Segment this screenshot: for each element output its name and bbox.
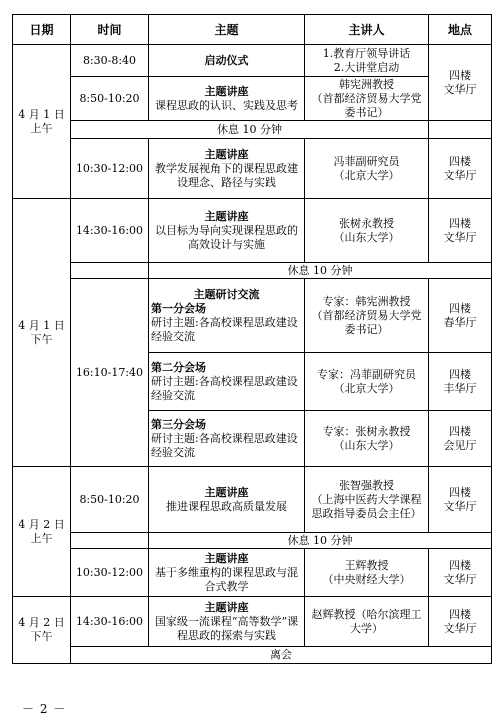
speaker-cell: 1.教育厅领导讲话 2.大讲堂启动 bbox=[305, 45, 429, 77]
topic-title: 主题讲座 bbox=[204, 209, 249, 223]
empty-cell bbox=[71, 263, 149, 279]
date-text: 4 月 2 日 下午 bbox=[18, 616, 65, 643]
header-time: 时间 bbox=[71, 15, 149, 45]
topic-body: 教学发展视角下的课程思政建设理念、路径与实践 bbox=[155, 161, 298, 189]
time-cell: 8:50-10:20 bbox=[71, 77, 149, 121]
topic-body: 研讨主题:各高校课程思政建设经验交流 bbox=[151, 431, 298, 459]
venue-cell: 四楼 丰华厅 bbox=[429, 353, 492, 411]
speaker-cell: 专家：韩宪洲教授 （首都经济贸易大学党委书记） bbox=[305, 279, 429, 353]
topic-title: 主题讲座 bbox=[204, 84, 249, 98]
break-row bbox=[13, 121, 492, 139]
subvenue-title: 第二分会场 bbox=[151, 360, 206, 374]
topic-body: 以目标为导向实现课程思政的高效设计与实施 bbox=[155, 223, 298, 251]
subvenue-title: 第一分会场 bbox=[151, 301, 206, 315]
table-row bbox=[13, 279, 492, 353]
venue-cell: 四楼 文华厅 bbox=[429, 467, 492, 533]
table-row bbox=[13, 467, 492, 533]
time-cell: 14:30-16:00 bbox=[71, 597, 149, 647]
header-row bbox=[13, 15, 492, 45]
date-cell bbox=[13, 597, 71, 664]
topic-body: 基于多维重构的课程思政与混合式教学 bbox=[155, 565, 298, 593]
topic-title: 主题研讨交流 bbox=[193, 287, 260, 301]
table-row bbox=[13, 549, 492, 597]
speaker-cell: 专家：张树永教授 （山东大学） bbox=[305, 411, 429, 467]
time-cell: 10:30-12:00 bbox=[71, 549, 149, 597]
speaker-cell: 王辉教授 （中央财经大学） bbox=[305, 549, 429, 597]
venue-cell: 四楼 文华厅 bbox=[429, 139, 492, 199]
speaker-cell: 韩宪洲教授 （首都经济贸易大学党委书记） bbox=[305, 77, 429, 121]
header-venue: 地点 bbox=[429, 15, 492, 45]
date-text: 4 月 1 日 上午 bbox=[18, 107, 65, 135]
topic-title: 启动仪式 bbox=[149, 45, 305, 77]
topic-cell bbox=[149, 279, 305, 353]
speaker-cell: 冯菲副研究员 （北京大学） bbox=[305, 139, 429, 199]
header-date: 日期 bbox=[13, 15, 71, 45]
time-cell: 8:50-10:20 bbox=[71, 467, 149, 533]
time-cell: 14:30-16:00 bbox=[71, 199, 149, 263]
date-cell bbox=[13, 199, 71, 467]
break-cell: 休息 10 分钟 bbox=[149, 263, 492, 279]
speaker-cell: 专家：冯菲副研究员 （北京大学） bbox=[305, 353, 429, 411]
topic-cell bbox=[149, 549, 305, 597]
venue-cell: 四楼 文华厅 bbox=[429, 45, 492, 121]
venue-cell: 四楼 会见厅 bbox=[429, 411, 492, 467]
speaker-cell: 张树永教授 （山东大学） bbox=[305, 199, 429, 263]
topic-body: 推进课程思政高质量发展 bbox=[166, 499, 287, 513]
topic-cell bbox=[149, 139, 305, 199]
time-cell: 8:30-8:40 bbox=[71, 45, 149, 77]
date-cell bbox=[13, 45, 71, 199]
date-cell bbox=[13, 467, 71, 597]
topic-body: 研讨主题:各高校课程思政建设经验交流 bbox=[151, 315, 298, 343]
table-row bbox=[13, 597, 492, 647]
empty-cell bbox=[71, 533, 149, 549]
time-cell: 16:10-17:40 bbox=[71, 279, 149, 467]
venue-cell: 四楼 文华厅 bbox=[429, 597, 492, 647]
topic-cell bbox=[149, 77, 305, 121]
venue-cell: 四楼 文华厅 bbox=[429, 549, 492, 597]
topic-cell bbox=[149, 467, 305, 533]
break-row bbox=[13, 533, 492, 549]
speaker-cell: 张智强教授 （上海中医药大学课程思政指导委员会主任） bbox=[305, 467, 429, 533]
topic-title: 主题讲座 bbox=[204, 551, 249, 565]
time-cell: 10:30-12:00 bbox=[71, 139, 149, 199]
topic-cell bbox=[149, 597, 305, 647]
leave-row bbox=[13, 647, 492, 664]
break-row bbox=[13, 263, 492, 279]
header-speaker: 主讲人 bbox=[305, 15, 429, 45]
schedule-table bbox=[12, 14, 492, 664]
table-row bbox=[13, 45, 492, 77]
table-row bbox=[13, 139, 492, 199]
leave-cell: 离会 bbox=[71, 647, 492, 664]
subvenue-title: 第三分会场 bbox=[151, 417, 206, 431]
topic-cell bbox=[149, 353, 305, 411]
date-text: 4 月 1 日 下午 bbox=[18, 318, 65, 346]
table-row bbox=[13, 77, 492, 121]
topic-body: 研讨主题:各高校课程思政建设经验交流 bbox=[151, 374, 298, 402]
empty-cell bbox=[429, 121, 492, 139]
venue-cell: 四楼 文华厅 bbox=[429, 199, 492, 263]
topic-body: 国家级一流课程“高等数学”课程思政的探索与实践 bbox=[154, 614, 299, 642]
topic-title: 主题讲座 bbox=[204, 147, 249, 161]
topic-title: 主题讲座 bbox=[204, 600, 249, 614]
topic-cell bbox=[149, 411, 305, 467]
break-cell: 休息 10 分钟 bbox=[71, 121, 429, 139]
break-cell: 休息 10 分钟 bbox=[149, 533, 492, 549]
table-row bbox=[13, 199, 492, 263]
header-topic: 主题 bbox=[149, 15, 305, 45]
topic-body: 课程思政的认识、实践及思考 bbox=[155, 98, 298, 112]
topic-cell bbox=[149, 199, 305, 263]
venue-cell: 四楼 春华厅 bbox=[429, 279, 492, 353]
page-number: － 2 － bbox=[22, 702, 67, 716]
topic-title: 主题讲座 bbox=[204, 485, 249, 499]
date-text: 4 月 2 日 上午 bbox=[18, 517, 65, 545]
speaker-cell: 赵辉教授（哈尔滨理工大学） bbox=[305, 597, 429, 647]
